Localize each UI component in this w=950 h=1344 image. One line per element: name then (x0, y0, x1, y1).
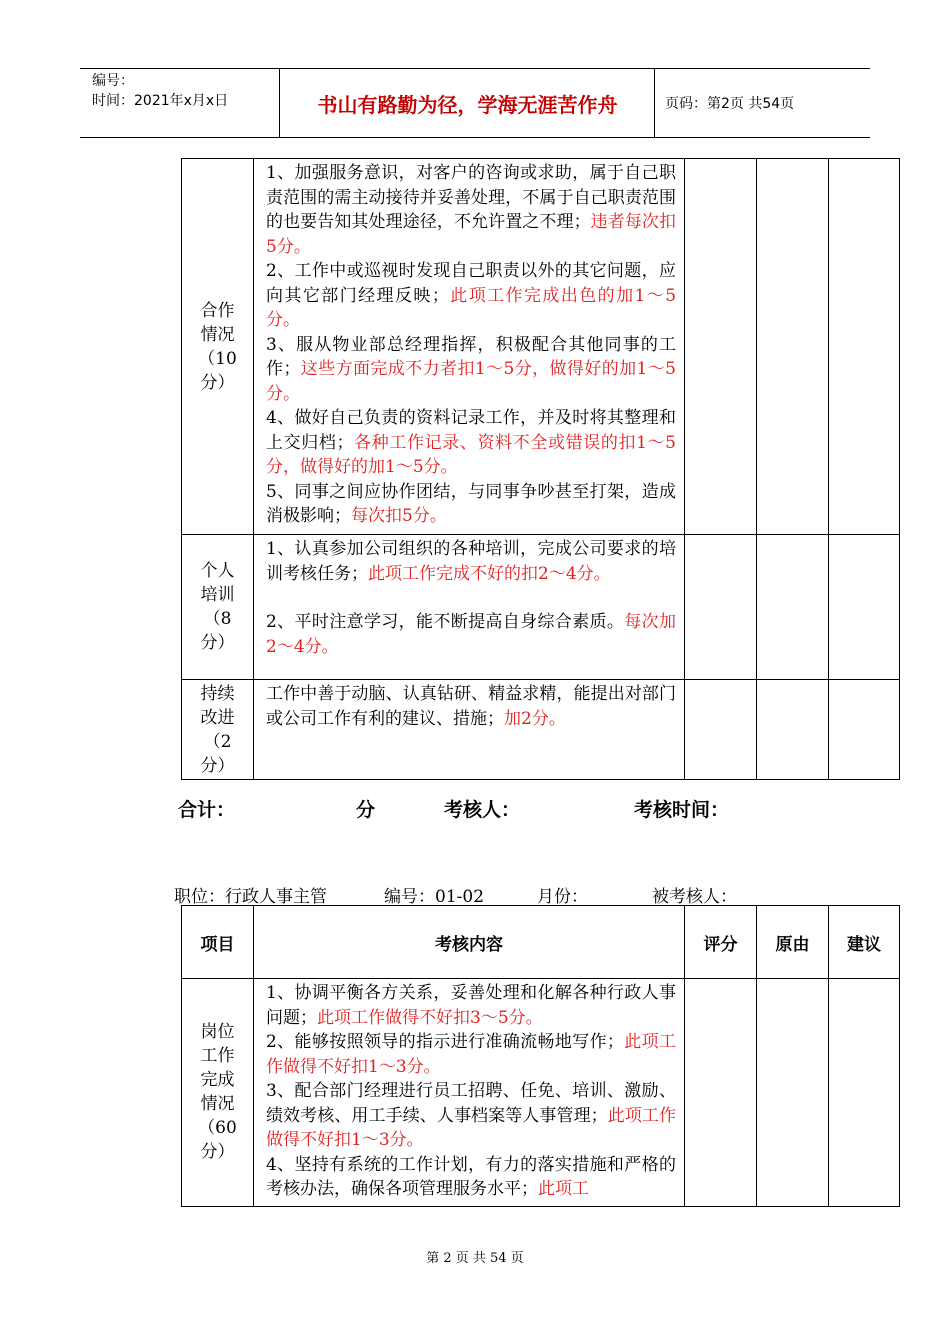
list-item: 2、平时注意学习，能不断提高自身综合素质。每次加2～4分。 (266, 612, 676, 657)
assess-time-label: 考核时间： (634, 799, 730, 821)
total-label: 合计： (178, 799, 236, 821)
score-cell[interactable] (685, 680, 757, 780)
list-item: 3、配合部门经理进行员工招聘、任免、培训、激励、绩效考核、用工手续、人事档案等人事管理；此项工作做得不好扣1～3分。 (266, 1081, 677, 1150)
month-field: 月份： (537, 887, 588, 907)
list-item: 1、加强服务意识，对客户的咨询或求助，属于自己职责范围的需主动接待并妥善处理，不属于自己职责范围的也要告知其处理途径，不允许置之不理；违者每次扣5分。 (266, 163, 677, 257)
suggestion-cell[interactable] (829, 979, 900, 1207)
table-row (182, 535, 900, 680)
content-cell (254, 680, 685, 780)
category-cell: 个人 培训 （8 分） (182, 535, 254, 680)
list-item: 2、工作中或巡视时发现自己职责以外的其它问题，应向其它部门经理反映；此项工作完成出色的加1～5分。 (266, 261, 677, 330)
header-left (80, 69, 280, 137)
header-item: 项目 (182, 906, 254, 979)
reason-cell[interactable] (757, 535, 829, 680)
list-item: 5、同事之间应协作团结，与同事争吵甚至打架，造成消极影响；每次扣5分。 (266, 481, 676, 526)
suggestion-cell[interactable] (829, 159, 900, 535)
content-cell (254, 979, 685, 1207)
header-reason: 原由 (757, 906, 829, 979)
score-cell[interactable] (685, 159, 757, 535)
position-label: 职位：行政人事主管 (174, 887, 327, 907)
assessee-field: 被考核人： (652, 887, 737, 907)
header-score: 评分 (685, 906, 757, 979)
header-page-info: 页码：第2页 共54页 (665, 96, 795, 112)
header-suggestion: 建议 (829, 906, 900, 979)
reason-cell[interactable] (757, 159, 829, 535)
list-item: 3、服从物业部总经理指挥，积极配合其他同事的工作；这些方面完成不力者扣1～5分，做得好的加1～5分。 (266, 334, 676, 404)
table-row (182, 159, 900, 535)
number-field: 编号：01-02 (384, 887, 485, 907)
assessment-table-1 (181, 158, 900, 780)
assessment-table-2 (181, 905, 900, 1207)
category-cell: 岗位 工作 完成 情况 （60 分） (182, 979, 254, 1207)
number-label: 编号： (92, 73, 134, 89)
reason-cell[interactable] (757, 979, 829, 1207)
list-item: 4、坚持有系统的工作计划，有力的落实措施和严格的考核办法，确保各项管理服务水平；此项工 (266, 1154, 676, 1199)
table-row (182, 680, 900, 780)
reason-cell[interactable] (757, 680, 829, 780)
score-cell[interactable] (685, 535, 757, 680)
suggestion-cell[interactable] (829, 680, 900, 780)
list-item: 工作中善于动脑、认真钻研、精益求精，能提出对部门或公司工作有利的建议、措施；加2分。 (266, 684, 676, 729)
page-footer: 第 2 页 共 54 页 (426, 1251, 524, 1266)
content-cell (254, 159, 685, 535)
list-item: 4、做好自己负责的资料记录工作，并及时将其整理和上交归档；各种工作记录、资料不全或错误的扣1～5分，做得好的加1～5分。 (266, 408, 676, 477)
table-row (182, 979, 900, 1207)
category-cell: 持续 改进 （2 分） (182, 680, 254, 780)
content-cell (254, 535, 685, 680)
page-header (80, 68, 870, 138)
date-label: 时间：2021年x月x日 (92, 93, 229, 109)
suggestion-cell[interactable] (829, 535, 900, 680)
list-item: 2、能够按照领导的指示进行准确流畅地写作；此项工作做得不好扣1～3分。 (266, 1032, 676, 1077)
score-cell[interactable] (685, 979, 757, 1207)
points-label: 分 (356, 799, 376, 821)
list-item: 1、认真参加公司组织的各种培训，完成公司要求的培训考核任务；此项工作完成不好的扣2～4分。 (266, 539, 676, 584)
table-header-row (182, 906, 900, 979)
header-motto: 书山有路勤为径，学海无涯苦作舟 (281, 69, 655, 137)
list-item: 1、协调平衡各方关系，妥善处理和化解各种行政人事问题；此项工作做得不好扣3～5分。 (266, 983, 676, 1028)
assessor-label: 考核人： (444, 799, 521, 821)
category-cell: 合作 情况 （10 分） (182, 159, 254, 535)
header-content: 考核内容 (254, 906, 685, 979)
